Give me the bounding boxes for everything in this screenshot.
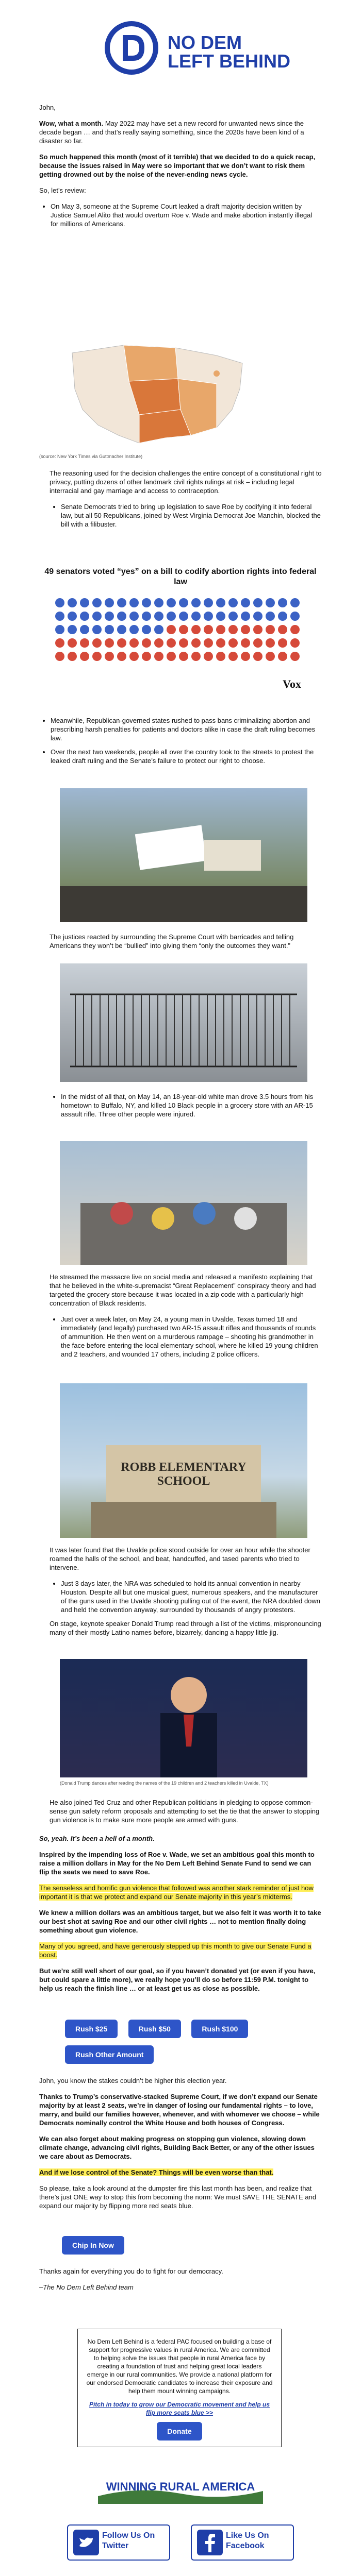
senator-dot — [228, 598, 238, 607]
senator-dot — [105, 652, 114, 661]
post-p3: We can also forget about making progress on stopping gun violence, slowing down climate change, advancing civil rights, Building Back Better, or any of the other issues we care about as Democrats. — [39, 2135, 315, 2160]
about-box — [77, 2329, 282, 2447]
senator-dot — [266, 612, 275, 621]
senator-dot — [142, 612, 151, 621]
senator-dot — [216, 598, 225, 607]
senator-dot — [142, 652, 151, 661]
senator-dot — [129, 598, 139, 607]
senator-dot — [55, 612, 64, 621]
senator-dot — [92, 625, 102, 634]
wra-banner — [98, 2473, 263, 2504]
senator-dot — [179, 598, 188, 607]
senator-dot — [154, 638, 163, 648]
senator-dot — [68, 612, 77, 621]
intro-p1-lead: Wow, what a month. — [39, 120, 105, 127]
donate-other-row — [65, 2045, 154, 2064]
thanks-line: Thanks again for everything you do to fight for our democracy. — [39, 2267, 223, 2275]
senator-dot — [167, 625, 176, 634]
buffalo-section — [50, 1092, 322, 1124]
post-p5: So please, take a look around at the dumpster fire this last month has been, and realize that there’s just ONE way to stop this from becoming the norm: We must SAVE THE SENATE and expand our majority by flipping more red seats blue. — [39, 2184, 317, 2210]
senator-dot — [290, 625, 300, 634]
senator-dot — [241, 652, 250, 661]
trump-dance-photo — [60, 1659, 307, 1777]
intro-section — [39, 103, 322, 233]
senator-dot — [179, 638, 188, 648]
senator-dot — [105, 625, 114, 634]
senator-dot — [179, 625, 188, 634]
senator-dot — [216, 638, 225, 648]
trump-paragraph: On stage, keynote speaker Donald Trump read through a list of the victims, mispronouncing many of their mostly Latino names before, bizarrely, dancing a happy little jig. — [50, 1620, 321, 1636]
wra-text: WINNING RURAL AMERICA — [106, 2480, 255, 2493]
senator-dot — [92, 612, 102, 621]
privacy-text: The reasoning used for the decision challenges the entire concept of a constitutional right to privacy, putting dozens of other landmark civil rights rulings at risk – including legal interracial and gay marriage and access to contraception. — [50, 469, 322, 495]
signature: –The No Dem Left Behind team — [39, 2283, 134, 2291]
logo-text — [168, 33, 290, 71]
senator-dot — [129, 652, 139, 661]
police-paragraph: It was later found that the Uvalde police stood outside for over an hour while the shooter roamed the halls of the school, and beat, handcuffed, and tased parents who tried to intervene. — [50, 1546, 310, 1571]
post-section — [39, 2076, 322, 2217]
bullet-list-c — [39, 716, 322, 765]
senator-dot — [228, 638, 238, 648]
senator-dot — [266, 598, 275, 607]
senator-dot — [204, 625, 213, 634]
senator-dot — [142, 638, 151, 648]
court-section — [50, 933, 322, 957]
senator-dot — [68, 638, 77, 648]
senator-dot — [117, 652, 126, 661]
senator-dot — [105, 638, 114, 648]
bullet-leak: • On May 3, someone at the Supreme Court leaked a draft majority decision written by Justice Samuel Alito that would overturn Roe v. Wade and make abortion instantly illegal for millions of Americans. — [51, 202, 322, 228]
senator-dot — [228, 625, 238, 634]
trump-caption: (Donald Trump dances after reading the names of the 19 children and 2 teachers killed in Uvalde, TX) — [60, 1781, 269, 1786]
senator-dot — [68, 598, 77, 607]
dem-logo-icon — [103, 20, 160, 76]
senator-dot — [241, 612, 250, 621]
senator-dot — [216, 612, 225, 621]
senator-dot — [278, 638, 287, 648]
senator-dot — [241, 625, 250, 634]
senator-dot — [80, 598, 89, 607]
closing-p5: We knew a million dollars was an ambitious target, but we also felt it was worth it to take our best shot at saving Roe and our other civil rights … not to mention finally doing something about gun violence. — [39, 1909, 321, 1934]
senator-dot — [154, 598, 163, 607]
senator-dot — [204, 612, 213, 621]
post-p2: Thanks to Trump’s conservative-stacked Supreme Court, if we don’t expand our Senate majority by at least 2 seats, we’re in danger of losing our fundamental rights – to love, marry, and build our families however, whenever, and with whomever we choose – while Democrats nominally control the White House and both houses of Congress. — [39, 2093, 320, 2127]
senator-dot — [216, 625, 225, 634]
closing-p4 — [39, 1884, 322, 1901]
rush-other-button[interactable]: Rush Other Amount — [65, 2045, 154, 2064]
logo-line-2: LEFT BEHIND — [168, 50, 290, 72]
senator-dot — [191, 625, 201, 634]
manifesto-paragraph: He streamed the massacre live on social media and released a manifesto explaining that that he believed in the white-supremacist “Great Replacement” conspiracy theory and had targeted the grocery store because it was located in a zip code with a particularly high concentration of Black residents. — [50, 1273, 316, 1307]
senator-dot — [253, 625, 262, 634]
senator-dot — [216, 652, 225, 661]
senator-dot — [167, 598, 176, 607]
senator-dot — [253, 612, 262, 621]
senator-dot — [167, 612, 176, 621]
senator-dot — [117, 638, 126, 648]
senator-dot — [55, 652, 64, 661]
closing-section — [50, 1798, 322, 1832]
senator-dots — [39, 587, 322, 675]
senator-dot — [278, 612, 287, 621]
senator-dot — [278, 598, 287, 607]
post-p1: John, you know the stakes couldn’t be higher this election year. — [39, 2077, 227, 2084]
buffalo-photo-art — [60, 1141, 307, 1265]
senator-dot — [179, 612, 188, 621]
closing-p7: But we’re still well short of our goal, so if you haven’t donated yet (or even if you have, but could spare a little more), we really hope you’ll do so before 11:59 P.M. tonight to help us reach the finish line … or at least get us as close as possible. — [39, 1967, 316, 1992]
buffalo-memorial-photo — [60, 1141, 307, 1265]
senator-dot — [80, 638, 89, 648]
twitter-icon — [73, 2530, 99, 2555]
senator-dot — [167, 638, 176, 648]
map-caption: (source: New York Times via Guttmacher Institute) — [39, 454, 143, 459]
twitter-follow-button[interactable] — [67, 2524, 170, 2561]
senator-dot — [80, 625, 89, 634]
protest-bullet: • Over the next two weekends, people all over the country took to the streets to protest the leaked draft ruling and the Senate’s failure to protect our right to choose. — [51, 748, 322, 765]
facebook-like-button[interactable] — [191, 2524, 294, 2561]
senator-dot — [228, 652, 238, 661]
senator-dot — [142, 598, 151, 607]
buffalo-bullet: • In the midst of all that, on May 14, an 18-year-old white man drove 3.5 hours from his hometown to Buffalo, NY, and killed 10 Black people in a grocery store with an AR-15 assault rifle. Three other people were injured. — [61, 1092, 322, 1118]
senator-dot — [290, 638, 300, 648]
senator-dot — [129, 612, 139, 621]
after-map-section — [50, 469, 322, 534]
senator-dot — [290, 612, 300, 621]
rush-50-button[interactable]: Rush $50 — [128, 2020, 181, 2038]
senator-dot — [154, 625, 163, 634]
senator-dot — [191, 652, 201, 661]
senator-dot — [204, 652, 213, 661]
senator-dot — [68, 652, 77, 661]
school-sign-text: ROBB ELEMENTARY SCHOOL — [121, 1461, 247, 1488]
intro-p2: So much happened this month (most of it terrible) that we decided to do a quick recap, because the issues raised in May were so important that we don’t want to risk them getting drowned out by the noise of the never-ending news cycle. — [39, 153, 316, 178]
senator-dot — [55, 625, 64, 634]
rush-25-button[interactable]: Rush $25 — [65, 2020, 118, 2038]
closing-p1: He also joined Ted Cruz and other Republican politicians in pledging to oppose common-sense gun safety reform proposals and attempting to set the tie that the answer to stopping gun violence is to make sure more people are armed with guns. — [50, 1799, 320, 1824]
protest-photo — [60, 788, 307, 922]
bullet-list-a — [39, 202, 322, 228]
donate-button-row — [65, 2020, 248, 2038]
facebook-icon — [197, 2530, 223, 2555]
senator-dot — [290, 598, 300, 607]
bullet-list-d — [50, 1092, 322, 1118]
closing-section-2 — [39, 1834, 322, 2000]
senator-dot — [204, 638, 213, 648]
uvalde-bullet: • Just over a week later, on May 24, a young man in Uvalde, Texas turned 18 and immediately (and legally) purchased two AR-15 assault rifles and thousands of rounds of ammunition. He then went on a murderous rampage – shooting his grandmother in the face before entering the local elementary school, where he killed 19 young children and 2 teachers, and wounded 17 others, including 2 police officers. — [61, 1315, 322, 1359]
senator-dot — [55, 638, 64, 648]
senator-dot — [278, 625, 287, 634]
senator-dot — [154, 612, 163, 621]
senator-dot — [191, 598, 201, 607]
court-paragraph: The justices reacted by surrounding the Supreme Court with barricades and telling Americans they won’t be “bullied” into giving them “only the outcomes they want.” — [50, 933, 294, 950]
chip-in-button[interactable]: Chip In Now — [62, 2236, 124, 2255]
twitter-label: Follow Us On Twitter — [102, 2531, 155, 2550]
senator-dot — [290, 652, 300, 661]
senator-dot — [204, 598, 213, 607]
intro-p3: So, let’s review: — [39, 187, 86, 194]
nra-bullet: • Just 3 days later, the NRA was scheduled to hold its annual convention in nearby Houston. Despite all but one musical guest, numerous speakers, and the manufacturer of the guns used in the Uvalde shooting pulling out of the event, the NRA doubled down and held the convention anyway, surrounded by thousands of angry protesters. — [61, 1579, 322, 1614]
uvalde-followup-section — [50, 1546, 322, 1644]
senator-dot — [92, 652, 102, 661]
about-link[interactable]: Pitch in today to grow our Democratic movement and help us flip more seats blue >> — [89, 2401, 270, 2416]
senator-dot — [241, 598, 250, 607]
privacy-paragraph — [50, 469, 322, 495]
intro-p1 — [39, 119, 322, 145]
senator-dot — [92, 638, 102, 648]
trump-photo-art — [60, 1659, 307, 1777]
senator-dot — [266, 652, 275, 661]
senator-dot — [253, 638, 262, 648]
intro-p1-rest: May 2022 may have set a new record for unwanted news since the decade began … and that’s really saying something, since the 2020s have been kind of a disaster so far. — [39, 120, 304, 145]
closing-p4-highlight: The senseless and horrific gun violence that followed was another stark reminder of just how important it is that we protect and expand our Senate majority in this year’s midterms. — [39, 1884, 314, 1901]
chart-title: 49 senators voted “yes” on a bill to codify abortion rights into federal law — [44, 567, 317, 586]
senator-dot — [80, 652, 89, 661]
post-p4-highlight: And if we lose control of the Senate? Things will be even worse than that. — [39, 2168, 274, 2176]
closing-p3: Inspired by the impending loss of Roe v. Wade, we set an ambitious goal this month to raise a million dollars in May for the No Dem Left Behind Senate Fund to send we can flip the seats we need to save Roe. — [39, 1851, 315, 1876]
senator-dot — [278, 652, 287, 661]
manifesto-section — [50, 1273, 322, 1364]
senator-dot — [191, 612, 201, 621]
senator-dot — [55, 598, 64, 607]
protest-photo-art — [60, 788, 307, 922]
senator-dot — [241, 638, 250, 648]
greeting: John, — [39, 104, 56, 111]
senator-dot — [191, 638, 201, 648]
post-p4 — [39, 2168, 322, 2177]
header — [0, 0, 361, 98]
about-donate-button[interactable]: Donate — [157, 2422, 202, 2441]
senator-dot — [92, 598, 102, 607]
about-text: No Dem Left Behind is a federal PAC focused on building a base of support for progressive values in rural America. We are committed to helping solve the issues that people in rural America face by creating a foundation of trust and helping great local leaders emerge in our rural communities. We provide a national platform for our endorsed Democratic candidates to increase their exposure and help them mount winning campaigns. — [86, 2338, 273, 2395]
state-bans-bullet: • Meanwhile, Republican-governed states rushed to pass bans criminalizing abortion and prescribing harsh penalties for patients and doctors alike in case the draft ruling becomes law. — [51, 716, 322, 742]
senator-dot — [142, 625, 151, 634]
vox-logo: Vox — [283, 677, 301, 690]
senator-dot — [266, 625, 275, 634]
rush-100-button[interactable]: Rush $100 — [191, 2020, 248, 2038]
closing-p6-highlight: Many of you agreed, and have generously stepped up this month to give our Senate Fund a boost. — [39, 1942, 311, 1959]
senator-dot — [68, 625, 77, 634]
senator-dot — [117, 625, 126, 634]
senator-dot — [167, 652, 176, 661]
senator-dot — [129, 625, 139, 634]
logo-line-1: NO DEM — [168, 32, 242, 53]
senator-dot — [105, 598, 114, 607]
barricade-art — [60, 963, 307, 1082]
bullet-list-f — [50, 1579, 322, 1614]
filibuster-bullet: • Senate Democrats tried to bring up legislation to save Roe by codifying it into federal law, but all 50 Republicans, joined by West Virginia Democrat Joe Manchin, blocked the bill with a filibuster. — [61, 502, 322, 529]
senator-dot — [129, 638, 139, 648]
senator-dot — [154, 652, 163, 661]
closing-p2: So, yeah. It’s been a hell of a month. — [39, 1835, 155, 1842]
senator-dot — [266, 638, 275, 648]
school-sign-photo — [60, 1383, 307, 1538]
senator-dot — [105, 612, 114, 621]
chip-in-row — [62, 2236, 124, 2255]
senator-dot — [117, 612, 126, 621]
closing-p6 — [39, 1942, 322, 1959]
senate-vote-chart — [39, 567, 322, 691]
barricade-photo — [60, 963, 307, 1082]
after-chart-section — [39, 716, 322, 770]
senator-dot — [117, 598, 126, 607]
senator-dot — [253, 652, 262, 661]
senator-dot — [228, 612, 238, 621]
bullet-list-e — [50, 1315, 322, 1359]
senator-dot — [253, 598, 262, 607]
facebook-label: Like Us On Facebook — [226, 2531, 269, 2550]
abortion-ban-map — [62, 332, 253, 451]
senator-dot — [179, 652, 188, 661]
signoff-section — [39, 2267, 322, 2299]
senator-dot — [80, 612, 89, 621]
bullet-list-b — [50, 502, 322, 529]
